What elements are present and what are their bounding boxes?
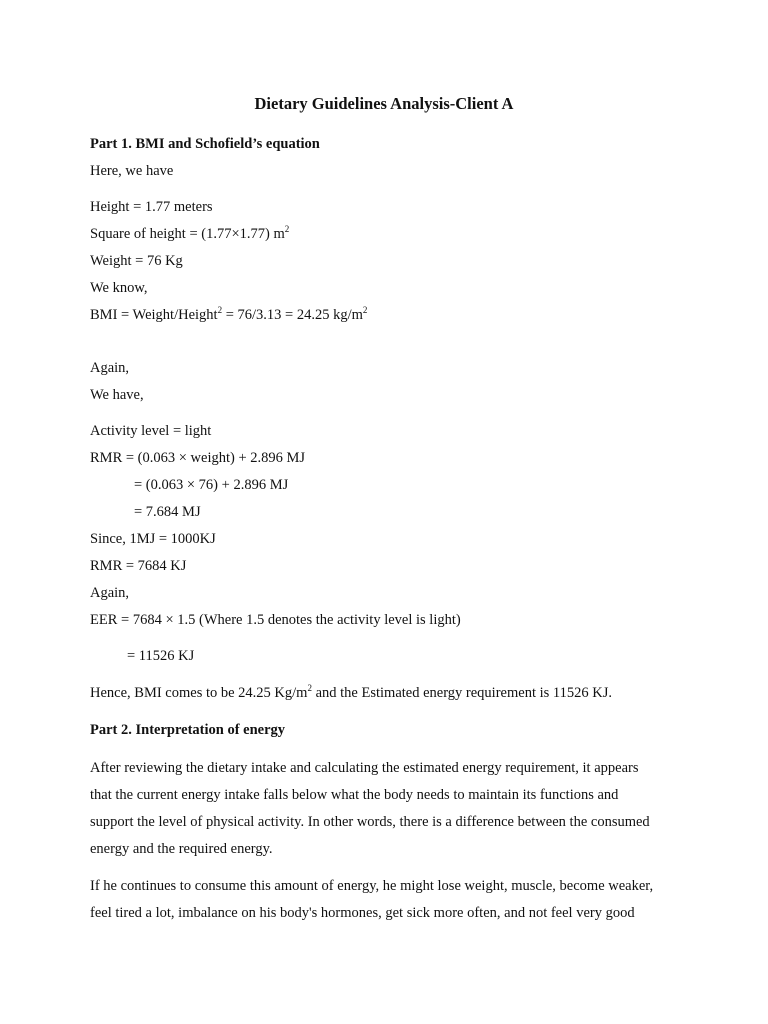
text-line: Here, we have (90, 163, 174, 179)
rmr-kj-line: RMR = 7684 KJ (90, 558, 187, 574)
paragraph-line: After reviewing the dietary intake and calculating the estimated energy requirement, it appears (90, 760, 639, 776)
weight-line: Weight = 76 Kg (90, 253, 183, 269)
part1-heading: Part 1. BMI and Schofield’s equation (90, 136, 320, 152)
paragraph-line: If he continues to consume this amount of energy, he might lose weight, muscle, become weaker, (90, 878, 654, 894)
rmr-formula-line: = (0.063 × 76) + 2.896 MJ (134, 477, 289, 493)
document-title: Dietary Guidelines Analysis-Client A (254, 94, 514, 113)
part2-heading: Part 2. Interpretation of energy (90, 722, 286, 738)
paragraph-line: that the current energy intake falls below what the body needs to maintain its functions and (90, 787, 619, 803)
conclusion-line: Hence, BMI comes to be 24.25 $Kg/m^2$ and the Estimated energy requirement is 11526 KJ. (90, 683, 612, 701)
text-line: Again, (90, 585, 130, 601)
rmr-result-line: = 7.684 MJ (134, 504, 201, 520)
square-height-line: Square of height = (1.77×1.77) $m^2$ (90, 224, 290, 242)
paragraph-line: feel tired a lot, imbalance on his body's hormones, get sick more often, and not feel very good (90, 905, 635, 921)
bmi-formula-line: BMI = Weight/Height$^2$ = 76/3.13 = 24.25 $kg/m^2$ (90, 305, 368, 323)
paragraph-line: support the level of physical activity. In other words, there is a difference between the consumed (90, 814, 650, 830)
height-line: Height = 1.77 meters (90, 199, 213, 215)
paragraph-line: energy and the required energy. (90, 841, 273, 857)
conversion-line: Since, 1MJ = 1000KJ (90, 531, 216, 547)
eer-result-line: = 11526 KJ (127, 648, 195, 664)
text-line: We know, (90, 280, 148, 296)
rmr-formula-line: RMR = (0.063 × weight) + 2.896 MJ (90, 450, 306, 466)
text-line: We have, (90, 387, 144, 403)
text-line: Again, (90, 360, 130, 376)
eer-formula-line: EER = 7684 × 1.5 (Where 1.5 denotes the activity level is light) (90, 612, 461, 628)
activity-line: Activity level = light (90, 423, 212, 439)
